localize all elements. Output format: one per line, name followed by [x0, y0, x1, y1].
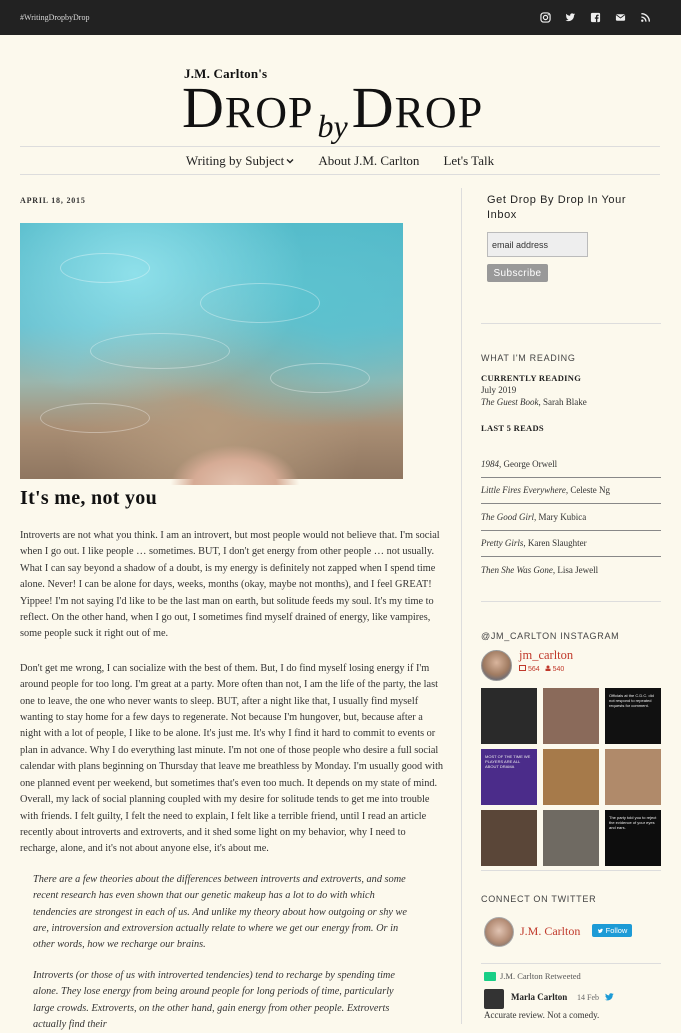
instagram-tile[interactable] [543, 749, 599, 805]
last-reads-label: LAST 5 READS [481, 423, 544, 433]
instagram-tile[interactable] [605, 749, 661, 805]
list-item [481, 504, 661, 531]
currently-reading-date: July 2019 [481, 385, 517, 395]
post-date: APRIL 18, 2015 [20, 196, 86, 205]
logo-d2: D [351, 75, 395, 140]
book-author: , Lisa Jewell [552, 565, 599, 576]
follow-label: Follow [605, 926, 628, 935]
tweet-date[interactable]: 14 Feb [577, 993, 599, 1002]
logo-rop1: ROP [224, 88, 314, 137]
book-title[interactable]: 1984 [481, 458, 499, 469]
avatar[interactable] [484, 989, 504, 1009]
tile-text: MOST OF THE TIME WE PLAYERS ARE ALL ABOUT DRAMA [485, 754, 531, 769]
book-title[interactable]: The Good Girl [481, 511, 535, 522]
book-title[interactable]: Then She Was Gone [481, 565, 553, 576]
twitter-icon [597, 928, 604, 934]
subscribe-title: Get Drop By Drop In Your Inbox [487, 194, 627, 221]
instagram-tile[interactable] [605, 688, 661, 744]
book-author: , Sarah Blake [538, 397, 587, 407]
hashtag-link[interactable]: #WritingDropbyDrop [20, 13, 90, 22]
follow-button[interactable] [592, 924, 632, 937]
last-reads-list [481, 451, 661, 584]
nav-about[interactable]: About J.M. Carlton [318, 152, 420, 168]
instagram-tile[interactable] [543, 688, 599, 744]
currently-reading-label: CURRENTLY READING [481, 373, 582, 383]
rss-icon[interactable] [640, 12, 651, 23]
sidebar-divider [461, 188, 462, 1024]
reading-heading: WHAT I'M READING [481, 353, 576, 363]
facebook-icon[interactable] [590, 12, 601, 23]
retweet-icon [484, 972, 496, 981]
twitter-heading: CONNECT ON TWITTER [481, 894, 597, 904]
social-icons [540, 12, 651, 23]
post-hero-image [20, 223, 403, 479]
list-item [481, 451, 661, 478]
twitter-profile [484, 917, 661, 949]
divider [481, 323, 661, 324]
logo-rop2: ROP [394, 88, 484, 137]
followers-value: 540 [552, 666, 565, 673]
currently-reading-book [481, 396, 661, 408]
divider [481, 870, 661, 871]
tweet-text: Accurate review. Not a comedy. [484, 1010, 600, 1020]
email-icon[interactable] [615, 12, 626, 23]
logo-d1: D [182, 75, 225, 140]
instagram-icon[interactable] [540, 12, 551, 23]
book-title[interactable]: Pretty Girls [481, 538, 524, 549]
list-item [481, 557, 661, 584]
email-field[interactable]: email address [487, 232, 588, 257]
instagram-tile[interactable] [481, 688, 537, 744]
nav-writing-by-subject[interactable] [186, 153, 294, 169]
chevron-down-icon [286, 157, 294, 165]
retweet-notice [484, 971, 581, 981]
post-paragraph: Don't get me wrong, I can socialize with the best of them. But, I do find myself losing energy if I'm around people for too long. I'm great at a party. More often than not, I am the life of the party, the last one to leave, the one who never wants to sleep. BUT, after a night like that, I usually find myself wanting to stay home for a few days to regenerate. Not because I'm hungover, but, because after a night with a lot of people, I like to be alone. It's just me. It's why I find it hard to commit to events or plan in advance. Why I do everything last minute. I'm not one of those people who desire a full social calendar with plans beginning on Thursday that leave me breathless by Monday. I'm usually good with one planned event per weekend, but sometimes that's even too much. It depends on my state of mind. Overall, my lack of social planning coupled with my desire for solitude tends to get me into trouble with friends. I felt guilty, I felt the need to explain, I felt like a terrible friend, until I read an article recently about introverts and extroverts, and it shed some light on my behavior, why I need to recharge, alone, and it's not about anyone else, it's about me. [20, 662, 444, 855]
tweet-header [484, 989, 661, 1009]
posts-value: 564 [527, 666, 540, 673]
feet-figure [170, 445, 300, 485]
book-author: , George Orwell [499, 458, 558, 469]
twitter-bird-icon [604, 992, 615, 1002]
avatar[interactable] [484, 917, 514, 947]
followers-count [545, 665, 565, 673]
divider [481, 963, 661, 964]
currently-reading [481, 372, 661, 434]
list-item [481, 478, 661, 505]
instagram-username[interactable]: jm_carlton [519, 648, 574, 662]
book-author: , Karen Slaughter [523, 538, 587, 549]
logo-by: by [317, 108, 348, 144]
instagram-tile[interactable] [605, 810, 661, 866]
book-author: , Celeste Ng [565, 485, 611, 496]
main-nav [20, 146, 660, 175]
nav-lets-talk[interactable]: Let's Talk [443, 152, 495, 168]
instagram-heading: @JM_CARLTON INSTAGRAM [481, 631, 620, 641]
post-blockquote: There are a few theories about the differences between introverts and extroverts, and some recent research has even shown that our genetic makeup has a lot to do with which tendencies are strongest in each of us. And unlike my theory about how outgoing or shy we are, introversion and extroversion actually relate to where we get our energy from. Or in other words, how we recharge our brains. [33, 873, 407, 951]
nav-label: Writing by Subject [185, 152, 285, 168]
twitter-icon[interactable] [565, 12, 576, 23]
brand-owner: J.M. Carlton's [184, 66, 268, 81]
post-content [20, 188, 445, 1033]
twitter-name[interactable]: J.M. Carlton [520, 924, 581, 938]
avatar[interactable] [481, 650, 512, 681]
tweet-author[interactable]: Marla Carlton [511, 992, 568, 1002]
tile-text: Officials at the C.D.C. did not respond to repeated requests for comment. [609, 693, 654, 708]
retweet-label: J.M. Carlton Retweeted [500, 971, 581, 981]
post-paragraph: Introverts are not what you think. I am an introvert, but most people would not believe that. I'm social when I go out. I like people … sometimes. BUT, I don't get energy from other people … not usually. What I can say beyond a shadow of a doubt, is my energy is definitely not zapped when I spend time alone. Never! I can be alone for days, weeks, months (okay, maybe not months), and I feel GREAT! Yippee! I'm not saying I'd like to be the last man on earth, but solitude feeds my soul. It's my time to reflect. On the other hand, when I go out, I sometimes find myself drained of energy, like vampires, some people suck it right out of me. [20, 530, 440, 640]
post-title: It's me, not you [20, 487, 158, 509]
list-item [481, 531, 661, 558]
book-title[interactable]: The Guest Book [481, 397, 539, 407]
image-icon [519, 665, 526, 671]
instagram-profile[interactable] [481, 648, 661, 682]
book-author: , Mary Kubica [534, 511, 587, 522]
posts-count [519, 665, 540, 673]
post-blockquote: Introverts (or those of us with introverted tendencies) tend to recharge by spending time alone. They lose energy from being around people for long periods of time, particularly large crowds. Extroverts, on the other hand, gain energy from other people. Extroverts actually find their [33, 969, 395, 1030]
book-title[interactable]: Little Fires Everywhere [481, 485, 566, 496]
tile-text: The party told you to reject the evidence of your eyes and ears. [609, 815, 657, 830]
instagram-tile[interactable] [481, 810, 537, 866]
instagram-stats [519, 665, 564, 673]
instagram-tile[interactable] [481, 749, 537, 805]
divider [481, 601, 661, 602]
subscribe-button[interactable]: Subscribe [487, 264, 548, 282]
instagram-grid [481, 688, 661, 866]
instagram-tile[interactable] [543, 810, 599, 866]
top-bar [0, 0, 681, 35]
site-logo[interactable] [182, 75, 484, 144]
user-icon [545, 665, 551, 671]
